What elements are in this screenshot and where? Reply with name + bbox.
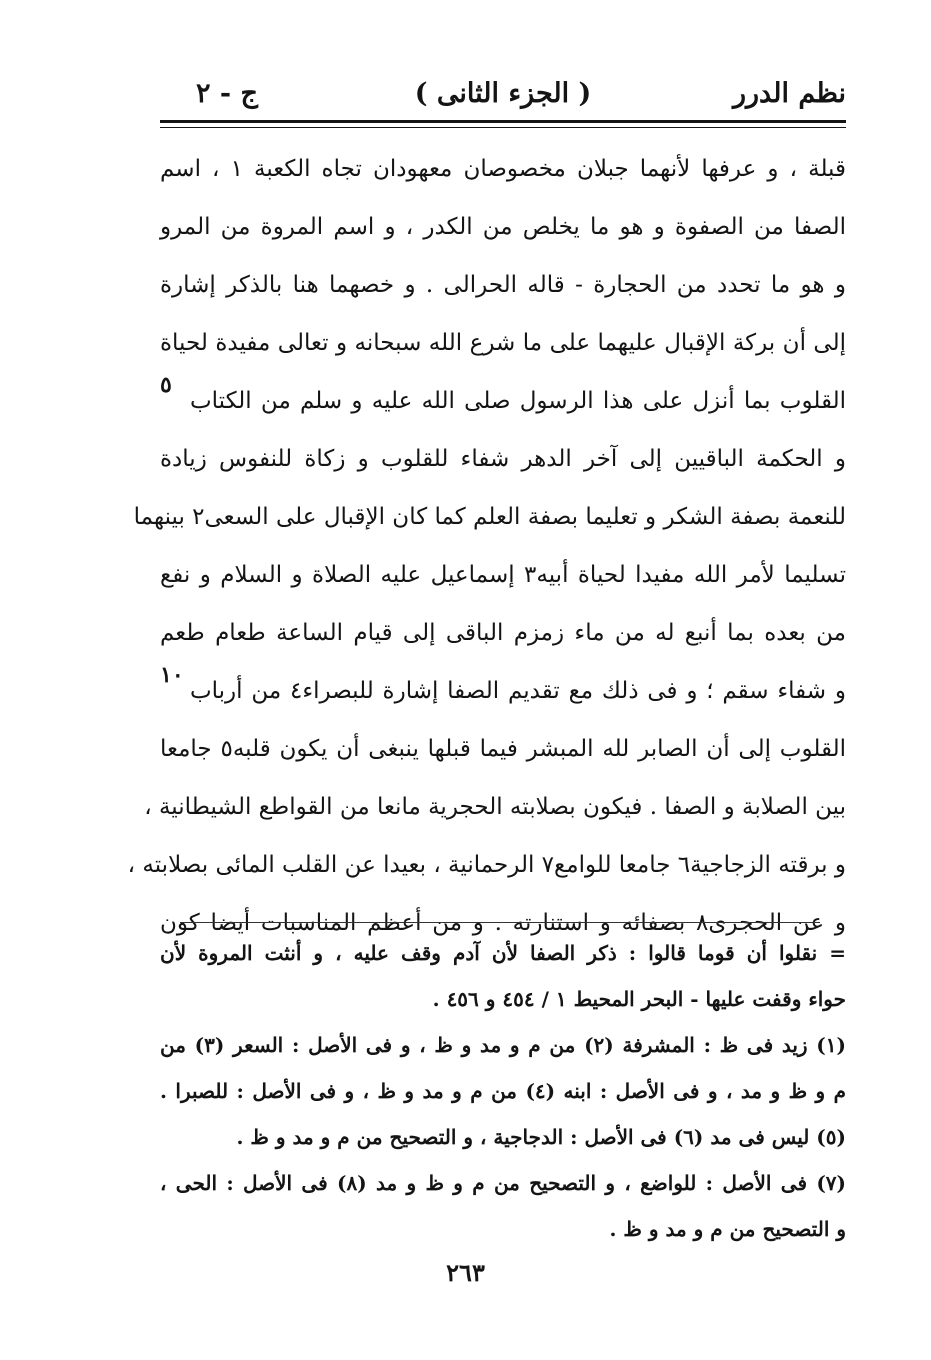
footnote-separator — [180, 922, 820, 923]
text-line: القلوب بما أنزل على هذا الرسول صلى الله عليه و سلم من الكتاب — [190, 388, 846, 414]
running-header — [160, 72, 846, 116]
text-line: و عن الحجرى٨ بصفائه و استنارته . و من أعظم المناسبات أيضا كون — [160, 910, 846, 936]
footnote-line: = نقلوا أن قوما قالوا : ذكر الصفا لأن آدم وقف عليه ، و أنثت المروة لأن — [160, 941, 846, 965]
footnote-line: (٧) فى الأصل : للواضع ، و التصحيح من م و ظ و مد (٨) فى الأصل : الحى ، — [160, 1171, 847, 1195]
book-title: نظم الدرر — [732, 78, 846, 109]
text-line: للنعمة بصفة الشكر و تعليما بصفة العلم كما كان الإقبال على السعى٢ بينهما — [133, 504, 846, 530]
text-line: إلى أن بركة الإقبال عليهما على ما شرع الله سبحانه و تعالى مفيدة لحياة — [160, 330, 846, 356]
text-line: من بعده بما أنبع له من ماء زمزم الباقى إلى قيام الساعة طعام طعم — [160, 620, 846, 646]
text-line: و الحكمة الباقيين إلى آخر الدهر شفاء للقلوب و زكاة للنفوس زيادة — [160, 446, 846, 472]
footnote-line: (١) زيد فى ظ : المشرفة (٢) من م و مد و ظ ، و فى الأصل : السعر (٣) من — [160, 1033, 846, 1057]
volume-label: ج - ٢ — [196, 78, 258, 109]
text-line: تسليما لأمر الله مفيدا لحياة أبيه٣ إسماعيل عليه الصلاة و السلام و نفع — [160, 562, 846, 588]
text-line: القلوب إلى أن الصابر لله المبشر فيما قبلها ينبغى أن يكون قلبه٥ جامعا — [160, 736, 846, 762]
text-line: و برقته الزجاجية٦ جامعا للوامع٧ الرحمانية ، بعيدا عن القلب المائى بصلابته ، — [127, 852, 846, 878]
text-line: بين الصلابة و الصفا . فيكون بصلابته الحجرية مانعا من القواطع الشيطانية ، — [144, 794, 846, 820]
part-label: ( الجزء الثانى ) — [414, 78, 592, 109]
footnote-line: حواء وقفت عليها - البحر المحيط ١ / ٤٥٤ و ٤٥٦ . — [432, 987, 846, 1011]
header-rule-thin — [160, 127, 846, 128]
header-rule-thick — [160, 120, 846, 123]
page-number: ٢٦٣ — [446, 1258, 485, 1287]
text-line: الصفا من الصفوة و هو ما يخلص من الكدر ، و اسم المروة من المرو — [160, 214, 846, 240]
footnote-line: و التصحيح من م و مد و ظ . — [609, 1217, 846, 1241]
text-line: و هو ما تحدد من الحجارة - قاله الحرالى . و خصهما هنا بالذكر إشارة — [160, 272, 846, 298]
footnotes — [160, 930, 846, 1252]
line-number-10: ١٠ — [160, 662, 184, 688]
main-text — [127, 140, 846, 952]
footnote-line: (٥) ليس فى مد (٦) فى الأصل : الدجاجية ، و التصحيح من م و مد و ظ . — [236, 1125, 846, 1149]
line-number-5: ٥ — [160, 372, 172, 398]
footnote-line: م و ظ و مد ، و فى الأصل : ابنه (٤) من م و مد و ظ ، و فى الأصل : للصبرا . — [160, 1079, 846, 1103]
text-line: و شفاء سقم ؛ و فى ذلك مع تقديم الصفا إشارة للبصراء٤ من أرباب — [190, 678, 846, 704]
text-line: قبلة ، و عرفها لأنهما جبلان مخصوصان معهودان تجاه الكعبة ١ ، اسم — [160, 156, 846, 182]
